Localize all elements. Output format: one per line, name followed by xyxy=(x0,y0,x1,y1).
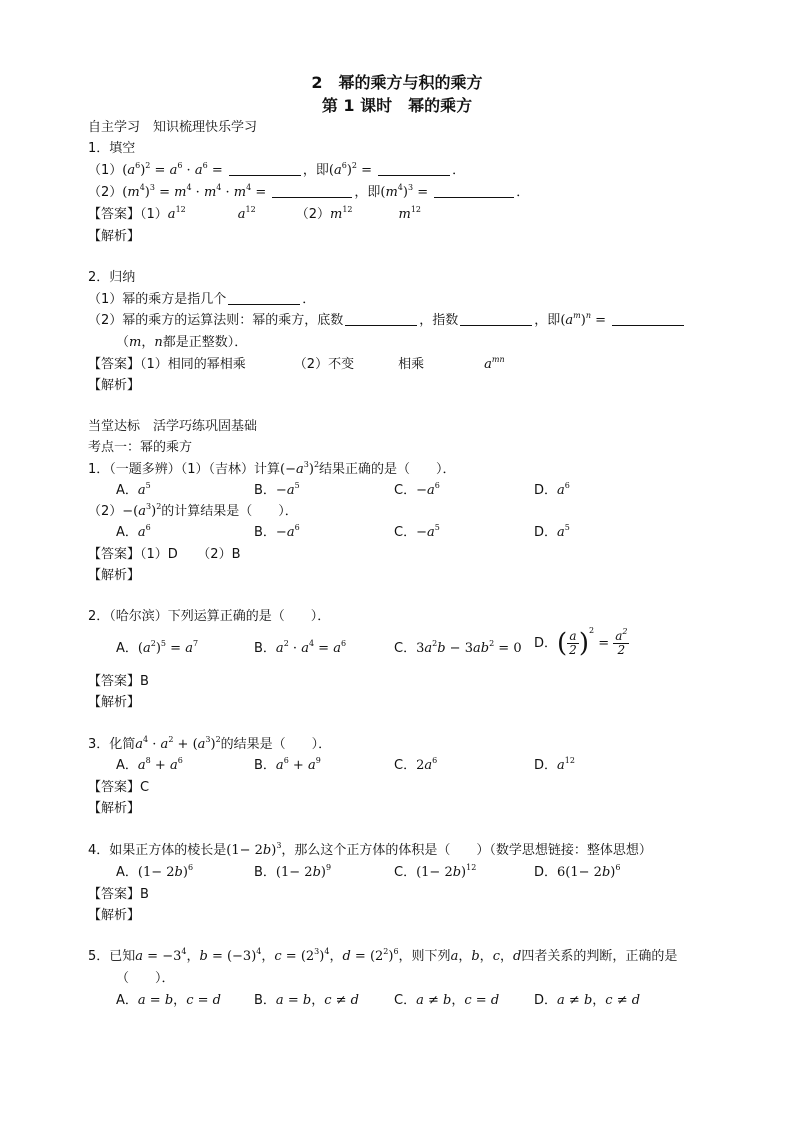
p1-line-1: 1．（一题多辨）（1）（吉林）计算$(-a^3)^2$结果正确的是（ ）． xyxy=(88,460,456,477)
p3-answer: 【答案】C xyxy=(88,780,150,795)
p1-2-option-d[interactable]: D．$a^5$ xyxy=(534,523,570,540)
p1-answer: 【答案】（1）D （2）B xyxy=(88,547,241,562)
p4-option-d[interactable]: D．$6(1- 2b)^6$ xyxy=(534,863,621,880)
q1-blank-3[interactable] xyxy=(272,184,352,198)
q2-item-2: （2）幂的乘方的运算法则：幂的乘方，底数 ，指数 ，即$(a^m)^n$ = xyxy=(88,312,686,330)
section-heading-self-study: 自主学习 知识梳理快乐学习 xyxy=(88,120,258,135)
p2-option-d[interactable]: D．( $\frac{a}{2}$ )$^2$ = $\frac{a^2}{2}$ xyxy=(534,626,628,659)
lesson-subtitle: 第 1 课时 幂的乘方 xyxy=(321,96,473,115)
q1-blank-2[interactable] xyxy=(378,162,450,176)
p2-analysis: 【解析】 xyxy=(88,695,141,710)
q1-analysis: 【解析】 xyxy=(88,229,141,244)
p1-analysis: 【解析】 xyxy=(88,568,141,583)
p3-option-a[interactable]: A．$a^8 + a^6$ xyxy=(116,756,183,773)
p1-1-option-b[interactable]: B．$-a^5$ xyxy=(254,481,300,498)
p1-line-2: $(2)-(a^3)^2$的计算结果是（ ）． xyxy=(88,502,298,519)
q2-item-1: （1）幂的乘方是指几个 ． xyxy=(88,292,316,307)
p1-1-option-d[interactable]: D．$a^6$ xyxy=(534,481,570,498)
p3-line: 3．化简$a^4 \cdot a^2 + (a^3)^2$的结果是（ ）． xyxy=(88,735,332,752)
p2-option-c[interactable]: C．$3a^2b - 3ab^2 = 0$ xyxy=(394,639,522,656)
p3-analysis: 【解析】 xyxy=(88,801,141,816)
p5-option-b[interactable]: B．a = b，c ≠ d xyxy=(254,993,359,1008)
q2-blank-1[interactable] xyxy=(228,291,300,305)
q2-item-2-note: （m，n都是正整数）． xyxy=(116,335,248,350)
p1-2-option-b[interactable]: B．$-a^6$ xyxy=(254,523,300,540)
p4-line: 4．如果正方体的棱长是$(1- 2b)^3$，那么这个正方体的体积是（ ）（数学思想链接：整体思想） xyxy=(88,841,652,858)
q2-answer: 【答案】（1）相同的幂相乘 （2）不变 相乘 $a^{mn}$ xyxy=(88,355,505,372)
p3-option-d[interactable]: D．$a^{12}$ xyxy=(534,756,575,773)
p2-option-b[interactable]: B．$a^2 \cdot a^4 = a^6$ xyxy=(254,639,347,656)
p4-analysis: 【解析】 xyxy=(88,908,141,923)
q1-answer: 【答案】$(1)a^{12}$ $a^{12}$ $(2)m^{12}$ $m^{12}$ xyxy=(88,205,422,222)
q1-blank-1[interactable] xyxy=(229,162,301,176)
p2-line: 2．（哈尔滨）下列运算正确的是（ ）． xyxy=(88,609,331,624)
q2-blank-2[interactable] xyxy=(345,312,417,326)
p4-option-c[interactable]: C．$(1- 2b)^{12}$ xyxy=(394,863,477,880)
p1-2-option-c[interactable]: C．$-a^5$ xyxy=(394,523,440,540)
q1-blank-4[interactable] xyxy=(434,184,514,198)
q1-item-2: $(2)(m^4)^3 = m^4 \cdot m^4 \cdot m^4$ = ，即$(m^4)^3$ = ． xyxy=(88,183,530,200)
lesson-title: 2 幂的乘方与积的乘方 xyxy=(311,73,483,92)
p2-option-a[interactable]: A．$(a^2)^5 = a^7$ xyxy=(116,639,199,656)
topic-1: 考点一：幂的乘方 xyxy=(88,440,193,455)
section-heading-practice: 当堂达标 活学巧练巩固基础 xyxy=(88,419,258,434)
p5-option-a[interactable]: A．a = b，c = d xyxy=(116,993,221,1008)
q2-blank-3[interactable] xyxy=(460,312,532,326)
p5-line: 5．已知$a = -3^4$，$b = (-3)^4$，$c = (2^3)^4$，$d = (2^2)^6$，则下列a，b，c，d四者关系的判断，正确的是 xyxy=(88,947,678,964)
p5-option-c[interactable]: C．a ≠ b，c = d xyxy=(394,993,500,1008)
p3-option-b[interactable]: B．$a^6 + a^9$ xyxy=(254,756,321,773)
q2-title: 2．归纳 xyxy=(88,270,136,285)
q2-analysis: 【解析】 xyxy=(88,378,141,393)
p5-option-d[interactable]: D．a ≠ b，c ≠ d xyxy=(534,993,641,1008)
p2-answer: 【答案】B xyxy=(88,674,149,689)
q1-title: 1．填空 xyxy=(88,141,136,156)
q2-blank-4[interactable] xyxy=(612,312,684,326)
p1-1-option-a[interactable]: A．$a^5$ xyxy=(116,481,151,498)
q1-item-1: $(1)(a^6)^2 = a^6 \cdot a^6$ = ，即$(a^6)^2$ = ． xyxy=(88,161,466,178)
p4-option-a[interactable]: A．$(1- 2b)^6$ xyxy=(116,863,194,880)
p4-option-b[interactable]: B．$(1- 2b)^9$ xyxy=(254,863,332,880)
p3-option-c[interactable]: C．$2a^6$ xyxy=(394,756,438,773)
p1-2-option-a[interactable]: A．$a^6$ xyxy=(116,523,151,540)
p4-answer: 【答案】B xyxy=(88,887,149,902)
p5-line-2: （ ）． xyxy=(116,971,175,986)
p1-1-option-c[interactable]: C．$-a^6$ xyxy=(394,481,440,498)
